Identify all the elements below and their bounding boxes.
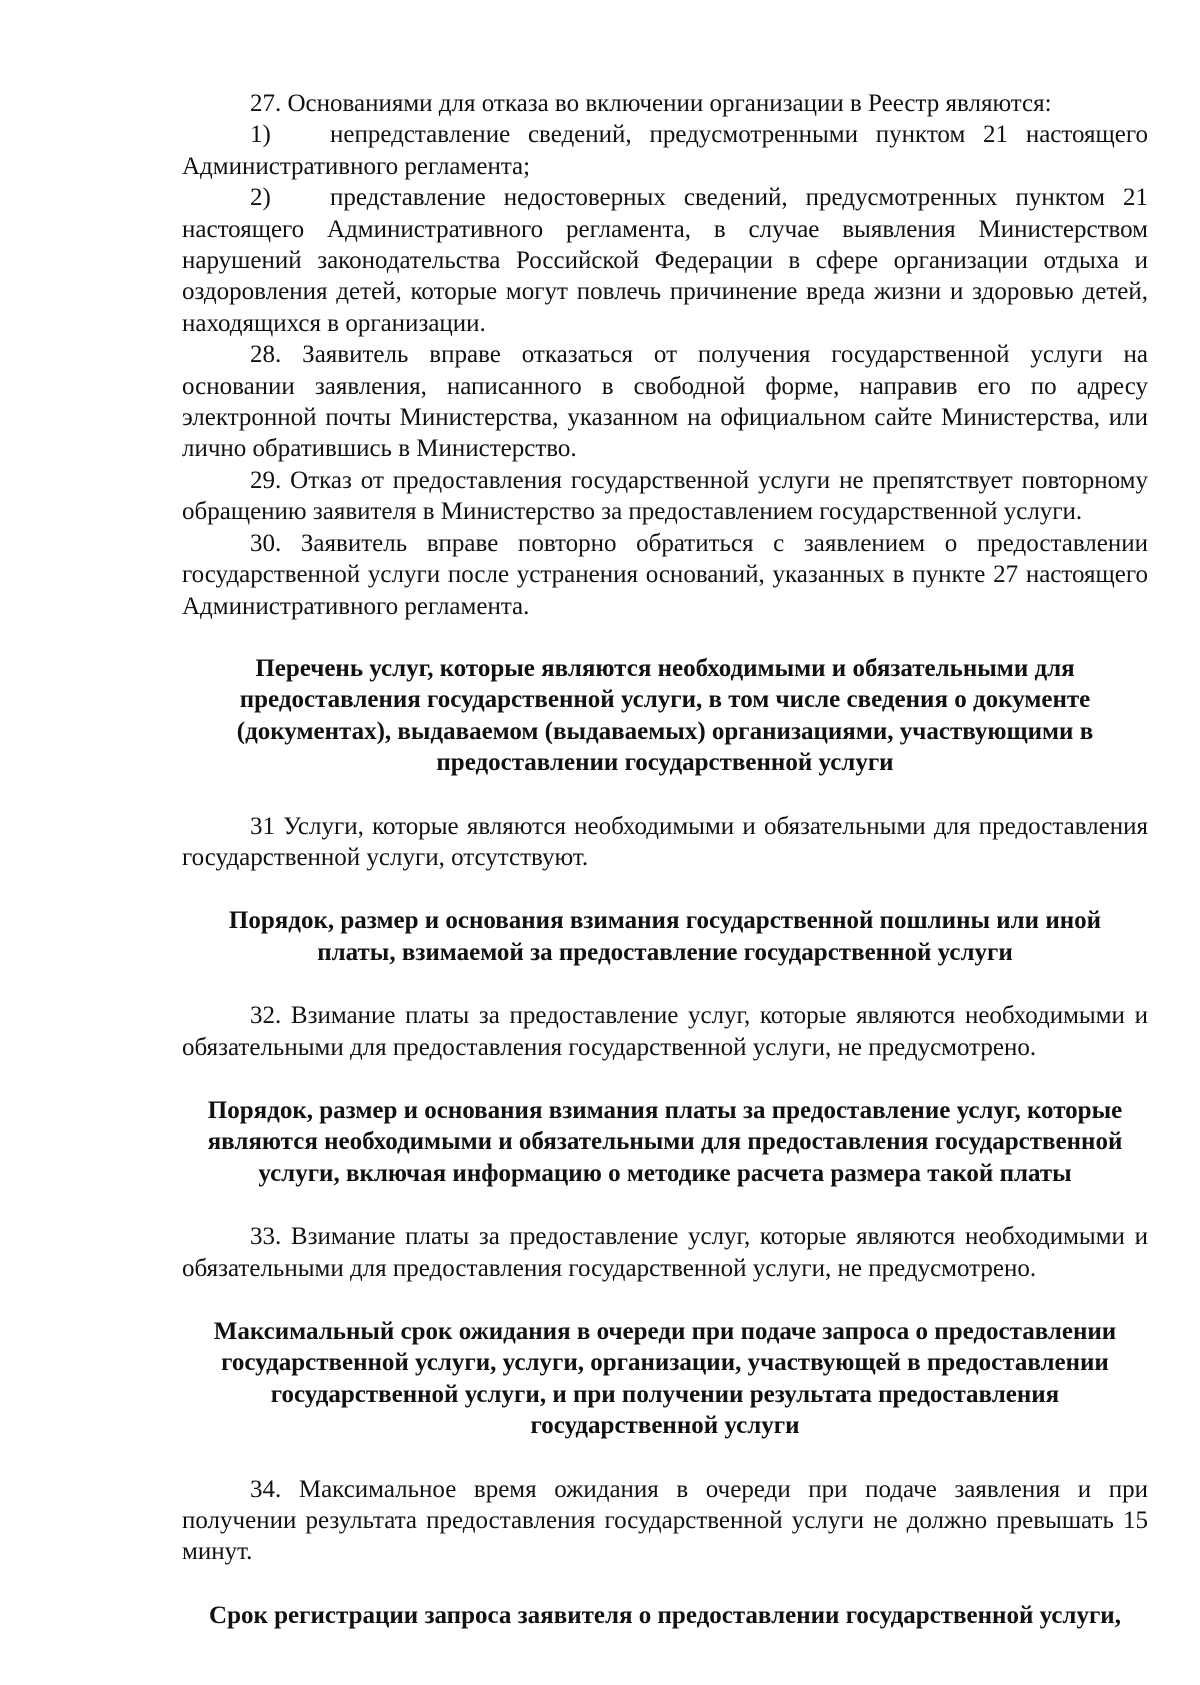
heading-line: предоставления государственной услуги, в том числе сведения о документе <box>239 686 1091 714</box>
list-number: 1) <box>250 121 271 149</box>
document-page <box>182 88 1148 1631</box>
section-heading-registration-term <box>182 1600 1148 1631</box>
paragraph-31: 31 Услуги, которые являются необходимыми и обязательными для предоставления государственной услуги, отсутствуют. <box>182 812 1148 871</box>
paragraph-27-item-1 <box>182 119 1148 182</box>
heading-line: государственной услуги <box>530 1412 800 1440</box>
paragraph-29: 29. Отказ от предоставления государственной услуги не препятствует повторному обращению заявителя в Министерство за предоставлением государственной услуги. <box>182 466 1148 526</box>
paragraph-34: 34. Максимальное время ожидания в очереди при подаче заявления и при получении результата предоставления государственной услуги не должно превышать 15 минут. <box>182 1475 1148 1566</box>
paragraph-32: 32. Взимание платы за предоставление услуг, которые являются необходимыми и обязательными для предоставления государственной услуги, не предусмотрено. <box>182 1002 1148 1061</box>
section-heading-max-waiting-time <box>182 1316 1148 1442</box>
heading-line: Максимальный срок ожидания в очереди при подаче запроса о предоставлении <box>213 1318 1117 1345</box>
heading-line: (документах), выдаваемом (выдаваемых) организациями, участвующими в <box>236 717 1094 745</box>
section-heading-state-fee <box>182 905 1148 968</box>
section-heading-services-list <box>182 653 1148 779</box>
heading-line: Срок регистрации запроса заявителя о предоставлении государственной услуги, <box>209 1601 1121 1629</box>
list-item-text: представление недостоверных сведений, предусмотренных пунктом 21 настоящего Административного регламента, в случае выявления Министерством нарушений законодательства Российской Федерации в сфере организации отдыха и оздоровления детей, которые могут повлечь причинение вреда жизни и здоровью детей, находящихся в организации. <box>182 184 1148 337</box>
paragraph-27-intro: 27. Основаниями для отказа во включении организации в Реестр являются: <box>250 90 1052 117</box>
paragraph-28: 28. Заявитель вправе отказаться от получения государственной услуги на основании заявления, написанного в свободной форме, направив его по адресу электронной почты Министерства, указанном на официальном сайте Министерства, или лично обратившись в Министерство. <box>182 341 1148 463</box>
paragraph-33: 33. Взимание платы за предоставление услуг, которые являются необходимыми и обязательными для предоставления государственной услуги, не предусмотрено. <box>182 1223 1148 1282</box>
paragraph-27-item-2 <box>182 182 1148 339</box>
heading-line: государственной услуги, услуги, организации, участвующей в предоставлении <box>221 1349 1109 1377</box>
list-item-text: непредставление сведений, предусмотренными пунктом 21 настоящего Административного регламента; <box>182 121 1148 180</box>
heading-line: услуги, включая информацию о методике расчета размера такой платы <box>258 1159 1072 1187</box>
heading-line: Перечень услуг, которые являются необходимыми и обязательными для <box>255 654 1075 682</box>
heading-line: платы, взимаемой за предоставление государственной услуги <box>317 938 1013 966</box>
heading-line: предоставлении государственной услуги <box>436 749 894 777</box>
heading-line: Порядок, размер и основания взимания платы за предоставление услуг, которые <box>207 1096 1123 1124</box>
list-number: 2) <box>250 184 271 212</box>
heading-line: государственной услуги, и при получении результата предоставления <box>270 1380 1060 1408</box>
heading-line: Порядок, размер и основания взимания государственной пошлины или иной <box>228 907 1102 935</box>
paragraph-30: 30. Заявитель вправе повторно обратиться с заявлением о предоставлении государственной услуги после устранения оснований, указанных в пункте 27 настоящего Административного регламента. <box>182 529 1148 620</box>
section-heading-fee-for-services <box>182 1095 1148 1189</box>
heading-line: являются необходимыми и обязательными для предоставления государственной <box>207 1128 1123 1156</box>
